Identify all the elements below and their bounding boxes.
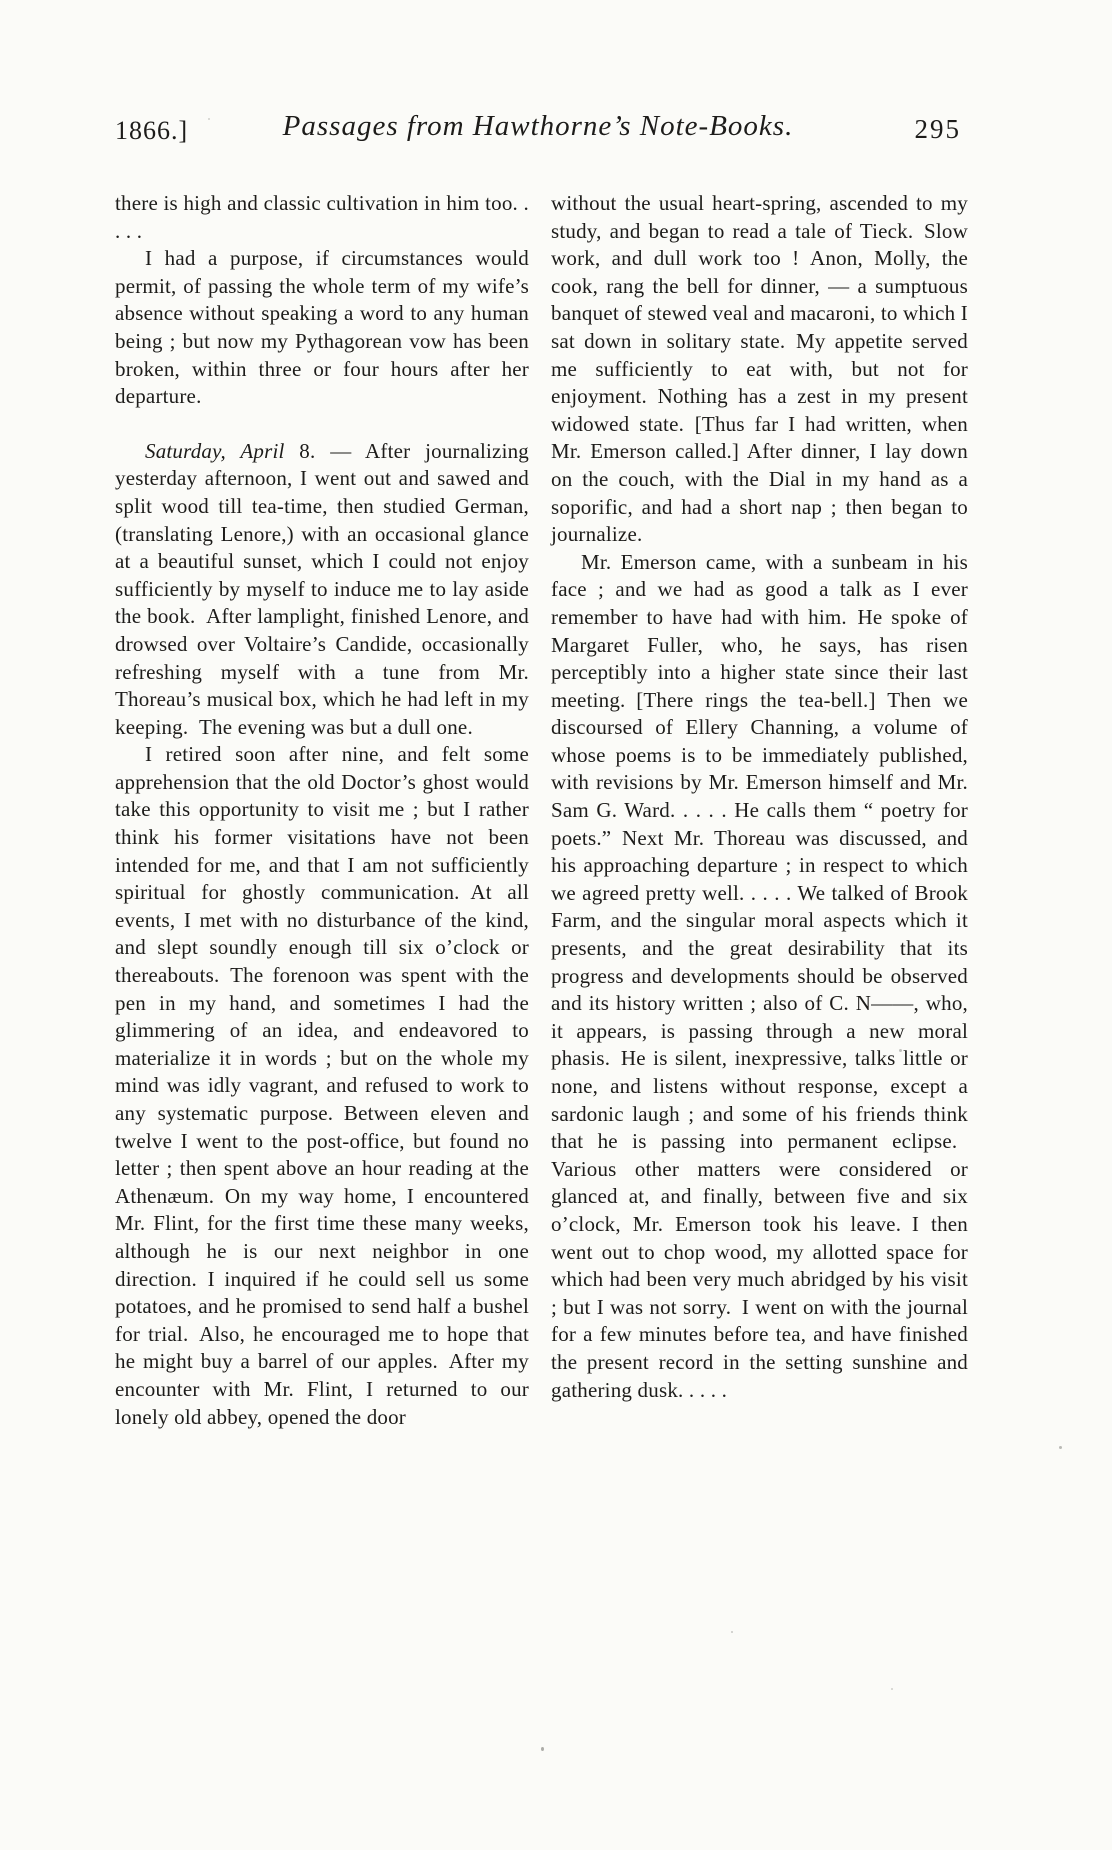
- paragraph-text: I retired soon after nine, and felt some apprehension that the old Doctor’s ghost would take this opportunity to visit me ; but I rather think his former visitations have not been intended for me, and that I am not sufficiently spiritual for ghostly communication. At all events, I met with no disturbance of the kind, and slept soundly enough till six o’clock or thereabouts. The forenoon was spent with the pen in my hand, and sometimes I had the glimmering of an idea, and endeavored to materialize it in words ; but on the whole my mind was idly vagrant, and refused to work to any systematic purpose. Between eleven and twelve I went to the post-office, but found no letter ; then spent above an hour reading at the Athenæum. On my way home, I encountered Mr. Flint, for the first time these many weeks, although he is our next neighbor in one direction. I inquired if he could sell us some potatoes, and he promised to send half a bushel for trial. Also, he encouraged me to hope that he might buy a barrel of our apples. After my encounter with Mr. Flint, I returned to our lonely old abbey, opened the door: [115, 742, 529, 1429]
- paragraph: [115, 438, 529, 742]
- header-page-number: 295: [914, 114, 961, 144]
- running-head: [115, 110, 961, 152]
- paragraph-text: I had a purpose, if circumstances would permit, of passing the whole term of my wife’s absence without speaking a word to any human being ; but now my Pythagorean vow has been broken, within three or four hours after her departure.: [115, 246, 529, 409]
- scan-speck: [899, 1049, 902, 1052]
- paragraph: [551, 190, 968, 549]
- paragraph-text: Mr. Emerson came, with a sunbeam in his face ; and we had as good a talk as I ever remember to have had with him. He spoke of Margaret Fuller, who, he says, has risen perceptibly into a higher state since their last meeting. [There rings the tea-bell.] Then we discoursed of Ellery Channing, a volume of whose poems is to be immediately published, with revisions by Mr. Emerson himself and Mr. Sam G. Ward. . . . . He calls them “ poetry for poets.” Next Mr. Thoreau was discussed, and his approaching departure ; in respect to which we agreed pretty well. . . . . We talked of Brook Farm, and the singular moral aspects which it presents, and the great desirability that its progress and developments should be observed and its history written ; also of C. N——, who, it appears, is passing through a new moral phasis. He is silent, inexpressive, talks little or none, and listens without response, except a sardonic laugh ; and some of his friends think that he is passing into permanent eclipse. Various other matters were considered or glanced at, and finally, between five and six o’clock, Mr. Emerson took his leave. I then went out to chop wood, my allotted space for which had been very much abridged by his visit ; but I was not sorry. I went on with the journal for a few minutes before tea, and have finished the present record in the setting sunshine and gathering dusk. . . . .: [551, 549, 968, 1402]
- paragraph: [115, 190, 529, 245]
- paragraph-text: 8. — After journalizing yesterday afternoon, I went out and sawed and split wood till tea-time, then studied German, (translating Lenore,) with an occasional glance at a beautiful sunset, which I could not enjoy sufficiently by myself to induce me to lay aside the book. After lamplight, finished Lenore, and drowsed over Voltaire’s Candide, occasionally refreshing myself with a tune from Mr. Thoreau’s musical box, which he had left in my keeping. The evening was but a dull one.: [115, 438, 529, 739]
- scan-speck: [891, 1688, 893, 1690]
- right-column: [551, 190, 968, 1431]
- paragraph-text: without the usual heart-spring, ascended to my study, and began to read a tale of Tieck. Slow work, and dull work too ! Anon, Molly, the cook, rang the bell for dinner, — a sumptuous banquet of stewed veal and macaroni, to which I sat down in solitary state. My appetite served me sufficiently to eat with, but not for enjoyment. Nothing has a zest in my present widowed state. [Thus far I had written, when Mr. Emerson called.] After dinner, I lay down on the couch, with the Dial in my hand as a soporific, and had a short nap ; then began to journalize.: [551, 191, 969, 547]
- header-year: 1866.]: [115, 116, 189, 145]
- scan-speck: [208, 118, 210, 120]
- header-title: Passages from Hawthorne’s Note-Books.: [282, 110, 794, 142]
- scan-speck: [1059, 1446, 1062, 1449]
- paragraph-text: there is high and classic cultivation in him too. . . . .: [115, 191, 529, 243]
- journal-date-lead: Saturday, April: [145, 438, 285, 463]
- text-block: [115, 190, 968, 1431]
- paragraph: [115, 245, 529, 411]
- paragraph: [115, 741, 529, 1431]
- scan-speck: [541, 1747, 544, 1751]
- scan-speck: [731, 1631, 733, 1633]
- paragraph: [551, 549, 968, 1404]
- left-column: [115, 190, 529, 1431]
